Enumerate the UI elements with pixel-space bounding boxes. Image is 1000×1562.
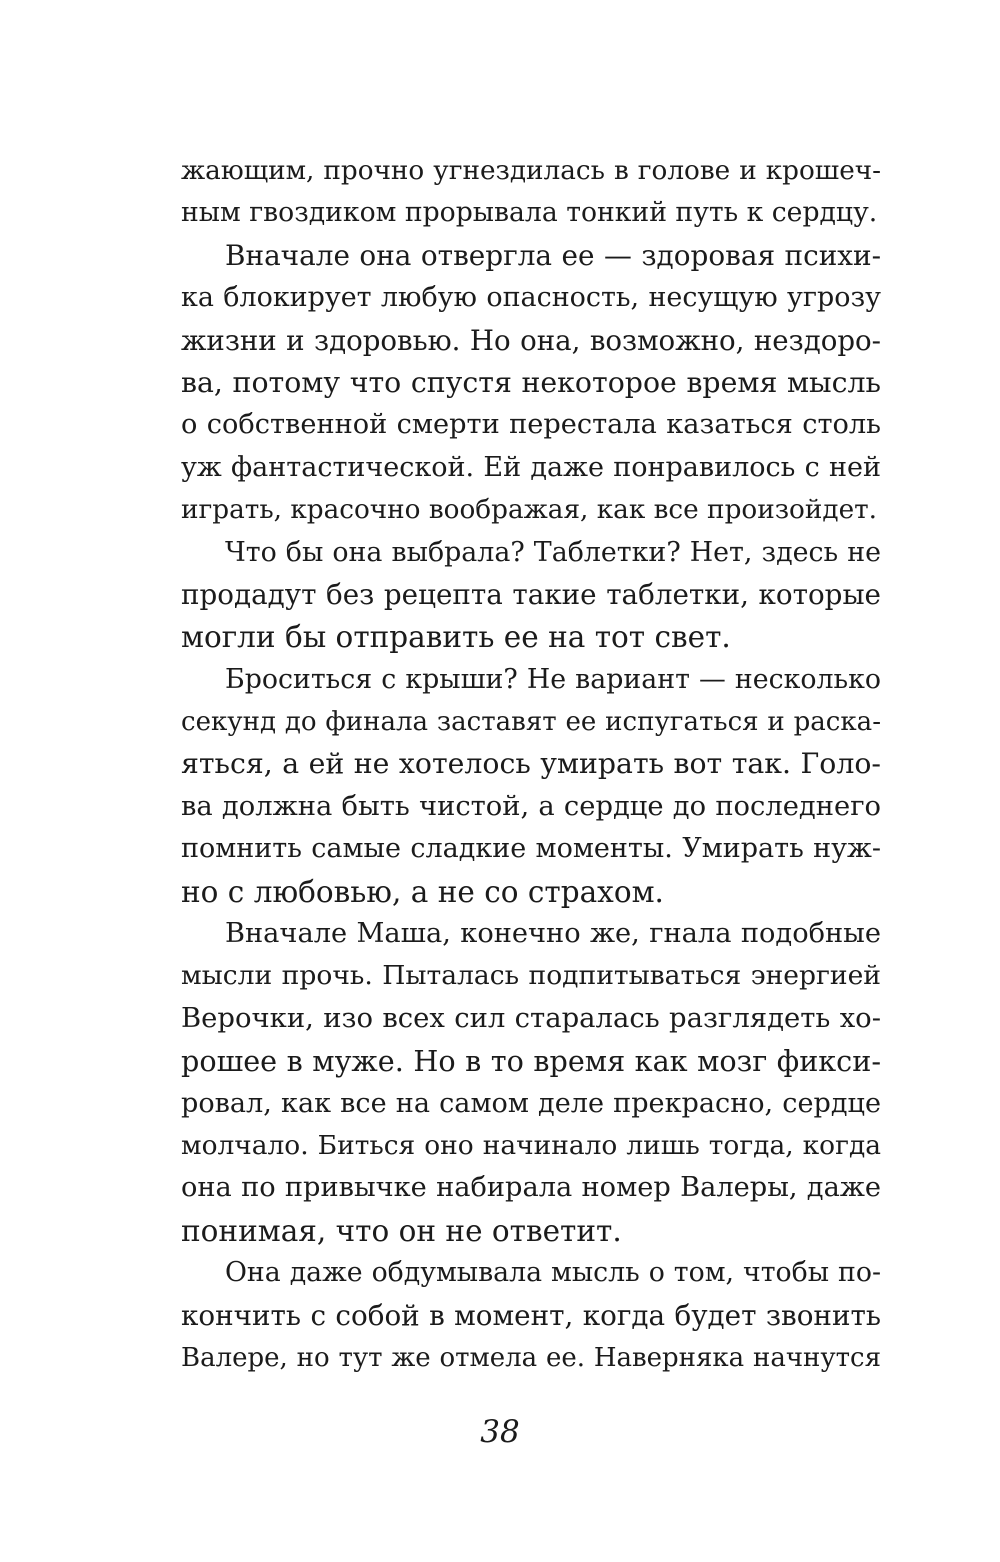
text-line: Броситься с крыши? Не вариант — несколько: [225, 663, 881, 695]
text-line: Валере, но тут же отмела ее. Наверняка начнутся: [181, 1342, 881, 1373]
text-line: Вначале Маша, конечно же, гнала подобные: [225, 918, 881, 950]
text-line: ва должна быть чистой, а сердце до последнего: [181, 790, 881, 822]
text-line: продадут без рецепта такие таблетки, которые: [181, 577, 881, 611]
text-line: она по привычке набирала номер Валеры, даже: [181, 1172, 881, 1204]
text-line: уж фантастической. Ей даже понравилось с ней: [181, 451, 881, 483]
text-line: но с любовью, а не со страхом.: [181, 874, 664, 909]
body-text: [181, 150, 881, 1379]
text-line: ка блокирует любую опасность, несущую угрозу: [181, 282, 881, 314]
text-line: помнить самые сладкие моменты. Умирать нуж-: [181, 833, 881, 865]
text-line: молчало. Биться оно начинало лишь тогда, когда: [181, 1129, 881, 1161]
text-line: мысли прочь. Пыталась подпитываться энергией: [181, 960, 881, 992]
text-line: о собственной смерти перестала казаться столь: [181, 409, 881, 441]
text-line: играть, красочно воображая, как все произойдет.: [181, 495, 878, 526]
text-line: Верочки, изо всех сил старалась разглядеть хо-: [181, 1002, 881, 1034]
text-line: Она даже обдумывала мысль о том, чтобы по-: [225, 1257, 881, 1289]
text-line: жизни и здоровью. Но она, возможно, нездоро-: [181, 323, 881, 357]
text-line: могли бы отправить ее на тот свет.: [181, 620, 731, 655]
text-line: ным гвоздиком прорывала тонкий путь к сердцу.: [181, 197, 878, 229]
text-line: ва, потому что спустя некоторое время мысль: [181, 365, 881, 399]
text-line: секунд до финала заставят ее испугаться и раска-: [181, 707, 881, 738]
page-number: 38: [480, 1414, 520, 1450]
text-line: ровал, как все на самом деле прекрасно, сердце: [181, 1087, 881, 1119]
text-line: яться, а ей не хотелось умирать вот так. Голо-: [181, 747, 881, 781]
text-line: кончить с собой в момент, когда будет звонить: [181, 1298, 881, 1332]
text-line: понимая, что он не ответит.: [181, 1213, 622, 1248]
text-line: рошее в муже. Но в то время как мозг фикси-: [181, 1044, 881, 1079]
text-line: Что бы она выбрала? Таблетки? Нет, здесь не: [225, 536, 881, 568]
text-line: жающим, прочно угнездилась в голове и крошеч-: [181, 156, 881, 186]
text-line: Вначале она отвергла ее — здоровая психи-: [225, 238, 881, 272]
